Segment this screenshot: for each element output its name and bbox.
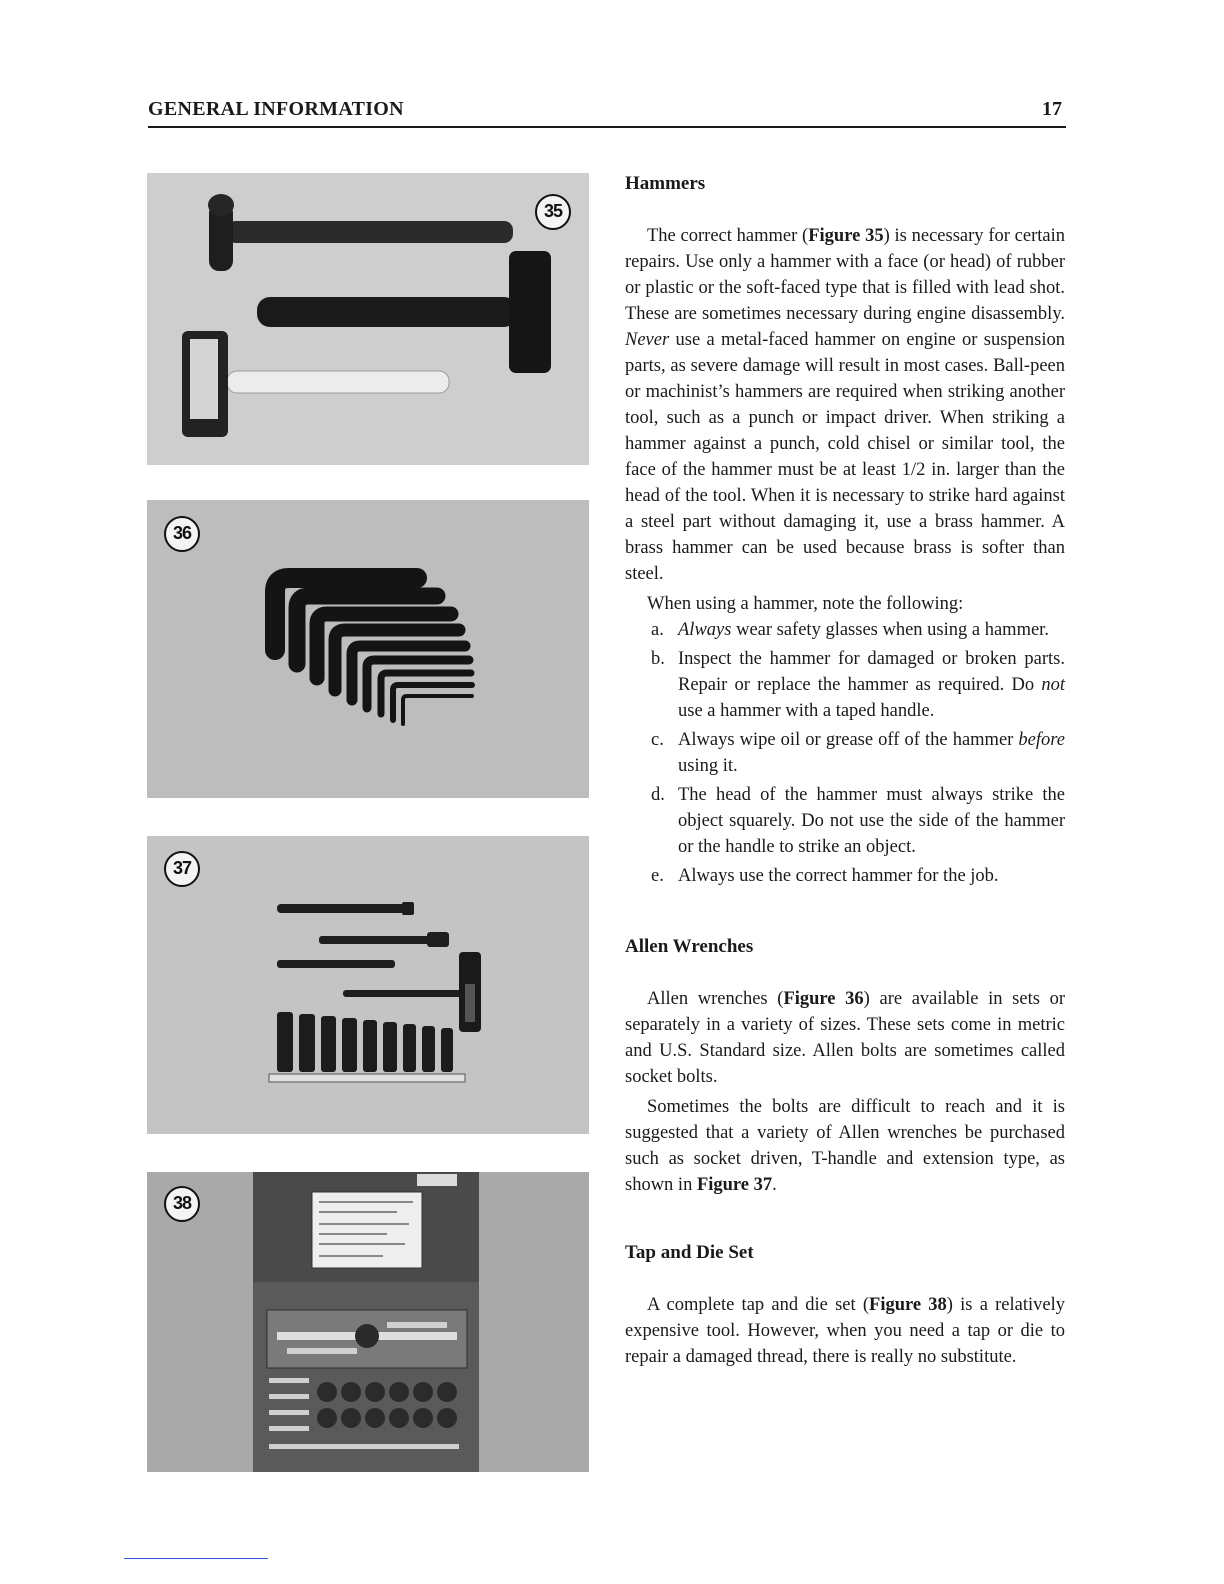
figure-37-reference: Figure 37 (696, 1175, 773, 1195)
tap-die-heading: Tap and Die Set (625, 1242, 754, 1263)
figure-36-allen-wrenches (147, 500, 589, 798)
ball-peen-handle (227, 221, 513, 243)
list-item: c. Always wipe oil or grease off of the hammer before using it. (651, 730, 1065, 776)
dead-blow-handle (257, 297, 517, 327)
hammer-safety-list (625, 617, 1065, 889)
socket-allen-photo (147, 836, 589, 1134)
footer-rule (124, 1558, 268, 1559)
case-lid (253, 1172, 479, 1282)
figure-35-hammers (147, 173, 589, 465)
tap-die-photo (147, 1172, 589, 1472)
figure-37-socket-allen-set (147, 836, 589, 1134)
page-number: 17 (1042, 98, 1062, 120)
list-item: b. Inspect the hammer for damaged or broken parts. Repair or replace the hammer as required. Do not use a hammer with a taped handle. (651, 649, 1065, 721)
allen-paragraph-2: Sometimes the bolts are difficult to reach and it is suggested that a variety of Allen wrenches be purchased such as socket driven, T-handle and extension type, as shown in Figure 37. (625, 1097, 1065, 1195)
hammers-photo (147, 173, 589, 465)
article-column (625, 171, 1065, 1370)
list-item: a. Always wear safety glasses when using a hammer. (651, 620, 1049, 640)
section-title: GENERAL INFORMATION (148, 98, 404, 120)
header-rule (148, 126, 1066, 128)
figure-38-tap-and-die-set (147, 1172, 589, 1472)
allen-wrenches-photo (147, 500, 589, 798)
case-tray (253, 1282, 479, 1472)
allen-wrenches-heading: Allen Wrenches (625, 936, 754, 957)
dead-blow-head (509, 251, 551, 373)
list-item: d. The head of the hammer must always strike the object squarely. Do not use the side of the hammer or the handle to strike an object. (651, 785, 1065, 857)
figure-badge-38: 38 (164, 1186, 200, 1222)
hammers-heading: Hammers (625, 173, 706, 194)
t-handle (459, 952, 481, 1032)
tap-die-paragraph-1: A complete tap and die set (Figure 38) is a relatively expensive tool. However, when you need a tap or die to repair a damaged thread, there is really no substitute. (625, 1295, 1065, 1367)
figure-35-reference: Figure 35 (808, 226, 884, 246)
mallet-face (190, 339, 218, 419)
figure-badge-36: 36 (164, 516, 200, 552)
mallet-handle (227, 371, 449, 393)
hammers-paragraph-2: When using a hammer, note the following: (647, 594, 964, 614)
figure-badge-35: 35 (535, 194, 571, 230)
allen-paragraph-1: Allen wrenches (Figure 36) are available in sets or separately in a variety of sizes. These sets come in metric and U.S. Standard size. Allen bolts are sometimes called socket bolts. (625, 989, 1066, 1087)
photo-background (147, 836, 589, 1134)
figure-36-reference: Figure 36 (783, 989, 864, 1009)
figure-badge-37: 37 (164, 851, 200, 887)
list-item: e. Always use the correct hammer for the job. (651, 866, 999, 886)
hammers-paragraph-1: The correct hammer (Figure 35) is necessary for certain repairs. Use only a hammer with a face (or head) of rubber or plastic or the soft-faced type that is filled with lead shot. These are sometimes necessary during engine disassembly. Never use a metal-faced hammer on engine or suspension parts, as severe damage will result in most cases. Ball-peen or machinist’s hammers are required when striking another tool, such as a punch or impact driver. When striking a hammer against a punch, cold chisel or similar tool, the face of the hammer must be at least 1/2 in. larger than the head of the tool. When it is necessary to strike hard against a steel part without damaging it, use a brass hammer. A brass hammer can be used because brass is softer than steel. (625, 226, 1065, 584)
figure-38-reference: Figure 38 (869, 1295, 947, 1315)
